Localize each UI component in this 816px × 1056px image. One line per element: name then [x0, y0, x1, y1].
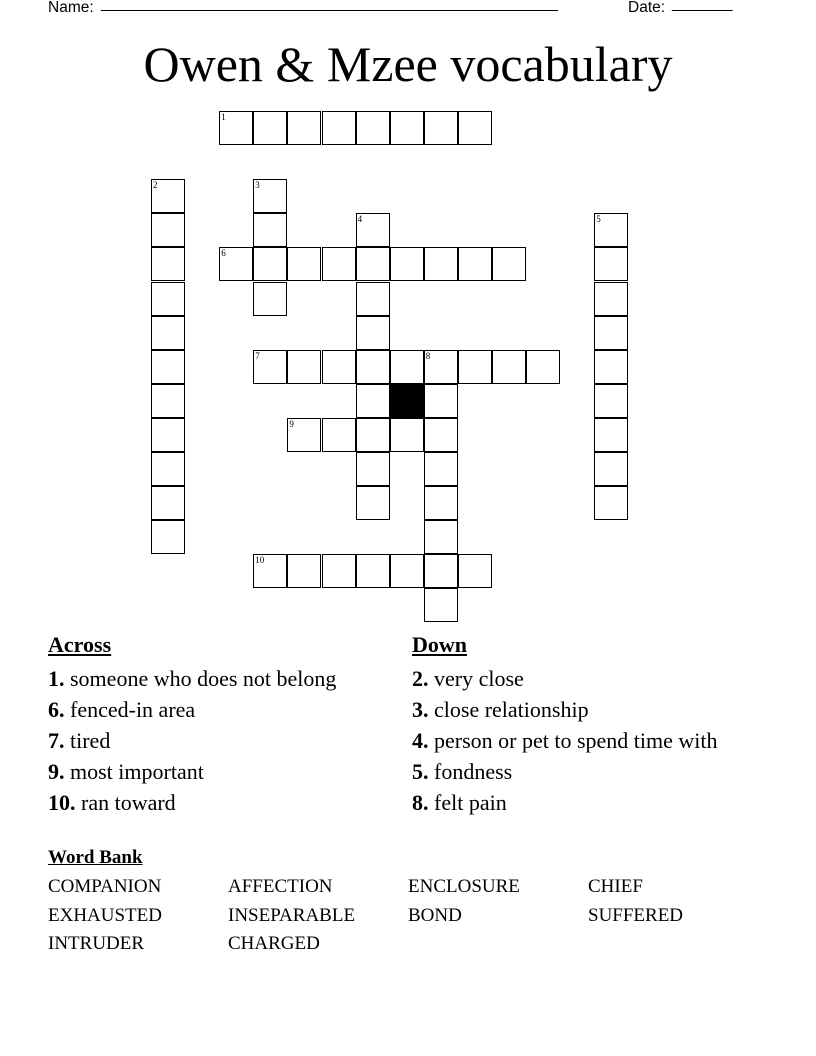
- crossword-cell[interactable]: [151, 418, 185, 452]
- clue-across: 6. fenced-in area: [48, 697, 196, 722]
- word-bank-word: BOND: [408, 905, 462, 926]
- crossword-cell[interactable]: [594, 418, 628, 452]
- crossword-cell[interactable]: [458, 554, 492, 588]
- crossword-cell[interactable]: [424, 588, 458, 622]
- clue-across: 7. tired: [48, 728, 111, 753]
- crossword-cell[interactable]: [287, 111, 321, 145]
- crossword-cell[interactable]: [151, 384, 185, 418]
- crossword-cell[interactable]: [424, 520, 458, 554]
- crossword-cell[interactable]: [594, 452, 628, 486]
- down-heading: Down: [412, 632, 468, 657]
- crossword-cell[interactable]: [390, 418, 424, 452]
- crossword-cell[interactable]: [151, 247, 185, 281]
- crossword-cell[interactable]: [390, 350, 424, 384]
- date-blank[interactable]: _______: [672, 0, 733, 12]
- crossword-cell[interactable]: [287, 247, 321, 281]
- crossword-cell[interactable]: [253, 554, 287, 588]
- crossword-cell[interactable]: [390, 247, 424, 281]
- clue-number: 3: [255, 180, 260, 191]
- crossword-cell[interactable]: [356, 418, 390, 452]
- crossword-cell[interactable]: [253, 179, 287, 213]
- crossword-cell[interactable]: [287, 418, 321, 452]
- clue-down: 2. very close: [412, 666, 524, 691]
- clue-number: 7: [255, 350, 260, 361]
- crossword-cell[interactable]: [424, 554, 458, 588]
- crossword-cell[interactable]: [322, 554, 356, 588]
- crossword-cell[interactable]: [492, 350, 526, 384]
- crossword-cell[interactable]: [594, 316, 628, 350]
- word-bank-word: AFFECTION: [228, 876, 333, 897]
- across-heading: Across: [48, 632, 112, 657]
- crossword-cell[interactable]: [424, 384, 458, 418]
- date-label: Date:: [628, 0, 666, 16]
- word-bank-word: CHARGED: [228, 933, 320, 954]
- black-cell: [390, 384, 424, 418]
- crossword-cell[interactable]: [219, 111, 253, 145]
- page-title: Owen & Mzee vocabulary: [143, 36, 673, 92]
- clue-number: 2: [153, 180, 158, 191]
- crossword-cell[interactable]: [356, 452, 390, 486]
- clue-number: 5: [596, 214, 601, 225]
- crossword-cell[interactable]: [151, 350, 185, 384]
- clue-number: 1: [221, 112, 226, 122]
- crossword-cell[interactable]: [253, 282, 287, 316]
- crossword-cell[interactable]: [287, 350, 321, 384]
- crossword-cell[interactable]: [151, 486, 185, 520]
- crossword-cell[interactable]: [253, 213, 287, 247]
- clue-down: 8. felt pain: [412, 790, 507, 815]
- crossword-cell[interactable]: [322, 418, 356, 452]
- crossword-cell[interactable]: [594, 282, 628, 316]
- crossword-cell[interactable]: [356, 316, 390, 350]
- crossword-cell[interactable]: [356, 350, 390, 384]
- crossword-cell[interactable]: [458, 350, 492, 384]
- crossword-cell[interactable]: [356, 282, 390, 316]
- crossword-cell[interactable]: [151, 179, 185, 213]
- crossword-cell[interactable]: [356, 384, 390, 418]
- word-bank-word: COMPANION: [48, 876, 162, 897]
- clue-across: 10. ran toward: [48, 790, 176, 815]
- crossword-cell[interactable]: [526, 350, 560, 384]
- clue-down: 5. fondness: [412, 759, 513, 784]
- crossword-cell[interactable]: [287, 554, 321, 588]
- across-clues: [48, 666, 348, 821]
- crossword-cell[interactable]: [356, 213, 390, 247]
- crossword-cell[interactable]: [253, 111, 287, 145]
- crossword-cell[interactable]: [356, 111, 390, 145]
- crossword-cell[interactable]: [594, 247, 628, 281]
- crossword-cell[interactable]: [151, 452, 185, 486]
- crossword-cell[interactable]: [424, 247, 458, 281]
- clue-number: 8: [425, 350, 431, 361]
- word-bank-word: EXHAUSTED: [48, 905, 162, 926]
- clue-number: 10: [255, 555, 265, 566]
- name-blank[interactable]: _____________________________________________________: [101, 0, 558, 12]
- crossword-cell[interactable]: [424, 418, 458, 452]
- crossword-cell[interactable]: [322, 111, 356, 145]
- clue-number: 4: [357, 214, 363, 225]
- crossword-cell[interactable]: [492, 247, 526, 281]
- crossword-cell[interactable]: [424, 111, 458, 145]
- clue-down: 3. close relationship: [412, 697, 589, 722]
- crossword-cell[interactable]: [424, 486, 458, 520]
- word-bank-word: ENCLOSURE: [408, 876, 520, 897]
- crossword-cell[interactable]: [253, 247, 287, 281]
- crossword-cell[interactable]: [458, 247, 492, 281]
- word-bank-word: CHIEF: [588, 876, 643, 897]
- crossword-cell[interactable]: [253, 350, 287, 384]
- word-bank-heading: Word Bank: [48, 847, 143, 868]
- crossword-cell[interactable]: [151, 520, 185, 554]
- word-bank-word: INTRUDER: [48, 933, 145, 954]
- crossword-cell[interactable]: [594, 486, 628, 520]
- clue-number: 9: [289, 418, 294, 429]
- crossword-cell[interactable]: [151, 316, 185, 350]
- crossword-cell[interactable]: [594, 350, 628, 384]
- crossword-cell[interactable]: [594, 213, 628, 247]
- crossword-cell[interactable]: [356, 247, 390, 281]
- crossword-cell[interactable]: [424, 350, 458, 384]
- crossword-cell[interactable]: [458, 111, 492, 145]
- crossword-cell[interactable]: [219, 247, 253, 281]
- clue-number: 6: [221, 248, 226, 259]
- crossword-cell[interactable]: [151, 213, 185, 247]
- down-clues: [412, 666, 732, 821]
- crossword-cell[interactable]: [322, 350, 356, 384]
- crossword-cell[interactable]: [356, 554, 390, 588]
- crossword-cell[interactable]: [390, 111, 424, 145]
- word-bank-word: SUFFERED: [588, 905, 684, 926]
- crossword-cell[interactable]: [322, 247, 356, 281]
- clue-down: 4. person or pet to spend time with: [412, 728, 718, 753]
- crossword-cell[interactable]: [151, 282, 185, 316]
- word-bank-word: INSEPARABLE: [228, 905, 356, 926]
- name-label: Name:: [48, 0, 94, 16]
- crossword-cell[interactable]: [594, 384, 628, 418]
- clue-across: 9. most important: [48, 759, 204, 784]
- clue-across: 1. someone who does not belong: [48, 666, 337, 691]
- crossword-cell[interactable]: [390, 554, 424, 588]
- crossword-cell[interactable]: [424, 452, 458, 486]
- crossword-cell[interactable]: [356, 486, 390, 520]
